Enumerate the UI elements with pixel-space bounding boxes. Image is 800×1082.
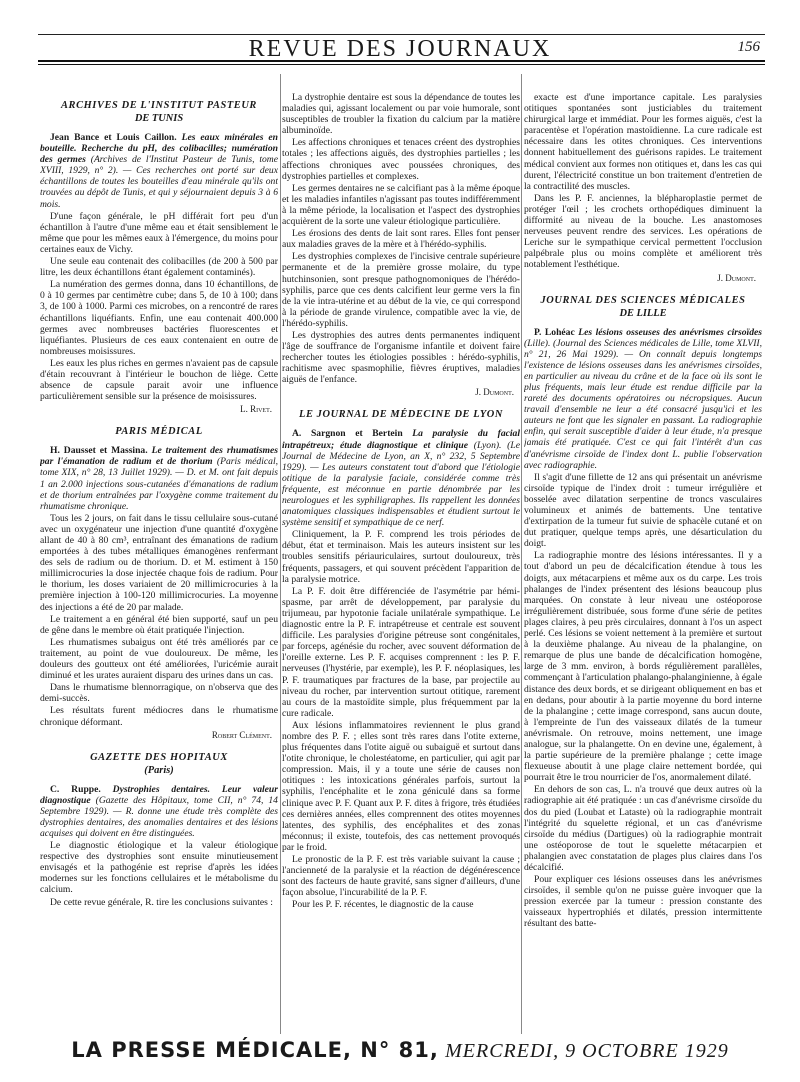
- paragraph: Une seule eau contenait des colibacilles (de 200 à 500 par litre, les deux échantillons étant également contaminés).: [40, 256, 278, 279]
- paragraph: La dystrophie dentaire est sous la dépendance de toutes les maladies qui, agissant localement ou par voie humorale, sont susceptibles de troubler la fixation du calcium par la matière albuminoïde.: [282, 92, 520, 137]
- paragraph: Pour expliquer ces lésions osseuses dans les anévrismes cirsoïdes, il semble qu'on ne puisse guère invoquer que la pression exercée par la tumeur : pression constante des vaisseaux hypertrophiés et dilatés, pression intermittente résultant des batte-: [524, 874, 762, 930]
- article-lead: [40, 132, 278, 210]
- article-authors: C. Ruppe.: [50, 783, 101, 795]
- section-title: PARIS MÉDICAL: [115, 426, 203, 438]
- header-title: REVUE DES JOURNAUX: [248, 36, 552, 62]
- paragraph: Dans les P. F. anciennes, la blépharoplastie permet de protéger l'œil ; les crochets orthopédiques diminuent la difformité au niveau de la bouche. Les anastomoses nerveuses peuvent rendre des services. Les opérations de Leriche sur le sympathique cervical permettent l'occlusion palpébrale plus ou moins complète et améliorent très notablement l'esthétique.: [524, 192, 762, 271]
- article-title: La paralysie du facial intrapétreux; étude diagnostique et clinique: [282, 428, 520, 451]
- header-rule-top: [38, 34, 765, 35]
- paragraph: Le diagnostic étiologique et la valeur étiologique respective des dystrophies sont ensuite minutieusement envisagés et la pathogénie est reprise d'après les idées modernes sur les fonctions cellulaires et le métabolisme du calcium.: [40, 840, 278, 896]
- section-subtitle: DE TUNIS: [134, 113, 184, 124]
- paragraph: Dans le rhumatisme blennorragique, on n'observa que des demi-succès.: [40, 682, 278, 705]
- footer: [0, 1038, 800, 1063]
- article-source: (Archives de l'Institut Pasteur de Tunis, tome XVIII, 1929, n° 2). — Ces recherches ont porté sur deux échantillons de toutes les bouteilles d'eau minérale qu'ils ont trouvées au dépôt de Tunis, et qui y séjournaient depuis 3 à 6 mois.: [40, 154, 278, 210]
- paragraph: Le traitement a en général été bien supporté, sauf un peu de gêne dans le membre où était pratiquée l'injection.: [40, 613, 278, 636]
- section-title: JOURNAL DES SCIENCES MÉDICALES: [540, 294, 746, 306]
- header-rule-bottom-thin: [38, 64, 765, 65]
- article-authors: H. Dausset et Massina.: [50, 445, 148, 457]
- paragraph: exacte est d'une importance capitale. Les paralysies otitiques spontanées sont justiciables du traitement chirurgical large et immédiat. Pour les formes aiguës, c'est la paracentèse et l'opération mastoïdienne. La cure radicale est nécessaire dans les otites chroniques. Ces interventions donnent habituellement des guérisons rapides. Le traitement médical convient aux formes non otitiques et, dans les cas qui durent, l'électricité constitue un bon traitement d'entretien de la contractilité des muscles.: [524, 92, 762, 192]
- author-signature: J. Dumont.: [475, 387, 514, 398]
- article-title: Les eaux minérales en bouteille. Recherche du pH, des colibacilles; numération des germes: [40, 132, 278, 166]
- paragraph: Les érosions des dents de lait sont rares. Elles font penser aux maladies graves de la mère et à l'hérédo-syphilis.: [282, 228, 520, 251]
- paragraph: Cliniquement, la P. F. comprend les trois périodes de début, état et terminaison. Mais les auteurs insistent sur les troubles sensitifs périauriculaires, surtout douloureux, très fréquents, passagers, et qui souvent précèdent l'apparition de la paralysie motrice.: [282, 529, 520, 585]
- author-signature: Robert Clément.: [211, 729, 272, 740]
- section-title: LE JOURNAL DE MÉDECINE DE LYON: [299, 409, 503, 421]
- article-title: Les lésions osseuses des anévrismes cirsoïdes: [578, 326, 762, 338]
- paragraph: En dehors de son cas, L. n'a trouvé que deux autres où la radiographie ait été pratiquée : un cas d'anévrisme cirsoïde du dos du pied (Loubat et Lataste) où la radiographie montrait l'intégrité du squelette régional, et un cas d'anévrisme cirsoïde du médius (Dartigues) où la radiographie montrait une ostéoporose de tout le squelette métacarpien et phalangien avec constatation de plages plus claires dans l'os décalcifié.: [524, 784, 762, 873]
- article-authors: P. Lohéac: [534, 326, 575, 338]
- column-divider: [521, 74, 522, 1034]
- paragraph: Les dystrophies complexes de l'incisive centrale supérieure permanente et de la première grosse molaire, du type hutchinsonien, sont presque pathognomoniques de l'hérédo-syphilis, parce que ces dents calcifient leur germe vers la fin de la vie intra-utérine et au début de la vie, ce qui correspond à la période de grande virulence, compatible avec la vie, de l'hérédo-syphilis.: [282, 251, 520, 329]
- column-divider: [280, 74, 281, 1034]
- article-source: (Lille). (Journal des Sciences médicales de Lille, tome XLVII, n° 21, 26 Mai 1929). — On connaît depuis longtemps l'existence de lésions osseuses dans les anévrismes cirsoïdes, en particulier au niveau du crâne et de la face où ils sont le plus fréquents, mais leur étude est rendue difficile par la rareté des documents opératoires ou nécropsiques. Aucun travail d'ensemble ne leur a été consacré jusqu'ici et les auteurs ne font que les signaler en passant. La radiographie enfin, qui serait susceptible d'aider à leur étude, n'a presque jamais été pratiquée. C'est ce qui fait l'intérêt d'un cas d'anévrisme cirsoïde de l'index dont L. publie l'observation avec radiographie.: [524, 337, 762, 471]
- article-source: (Gazette des Hôpitaux, tome CII, n° 74, 14 Septembre 1929). — R. donne une étude très complète des dystrophies dentaires, des anomalies dentaires et des lésions acquises qui doivent en être distinguées.: [40, 794, 278, 839]
- article-title: Le traitement des rhumatismes par l'émanation de radium et de thorium: [40, 445, 278, 468]
- article-lead: [40, 445, 278, 512]
- column-2: [282, 92, 520, 1042]
- article-lead: [40, 784, 278, 839]
- page-number: 156: [737, 39, 760, 55]
- section-title: ARCHIVES DE L'INSTITUT PASTEUR: [61, 100, 257, 111]
- article-title: Dystrophies dentaires. Leur valeur diagnostique: [40, 783, 278, 806]
- paragraph: Les résultats furent médiocres dans le rhumatisme chronique déformant.: [40, 705, 278, 728]
- article-source: (Paris médical, tome XIX, n° 28, 13 Juillet 1929). — D. et M. ont fait depuis 1 an 2.000 injections sous-cutanées d'émanations de radium et de thorium entraînées par l'oxygène comme traitement du rhumatisme chronique.: [40, 456, 278, 512]
- paragraph: D'une façon générale, le pH différait fort peu d'un échantillon à l'autre d'une même eau et était sensiblement le même que pour les mêmes eaux à l'émergence, du moins pour certaines eaux de Vichy.: [40, 210, 278, 255]
- paragraph: Les dystrophies des autres dents permanentes indiquent l'âge de souffrance de l'organisme infantile et doivent faire rechercher toutes les étiologies possibles : hérédo-syphilis, rachitisme avec spasmophilie, fièvres éruptives, maladies aiguës de l'enfance.: [282, 329, 520, 386]
- paragraph: La numération des germes donna, dans 10 échantillons, de 0 à 10 germes par centimètre cube; dans 5, de 10 à 100; dans 3, de 100 à 1000. Parmi ces microbes, on a rencontré de rares échantillons liquéfiants. Enfin, une eau contenait 400.000 germes avec nombreuses bactéries fluorescentes et liquéfiantes. Plusieurs de ces eaux contenaient en outre de nombreuses moisissures.: [40, 279, 278, 357]
- section-subtitle: DE LILLE: [619, 307, 667, 319]
- paragraph: Les rhumatismes subaigus ont été très améliorés par ce traitement, au point de vue douloureux. De même, les douleurs des goutteux ont été améliorées, l'uricémie aurait diminué et les urates auraient disparu des urines dans un cas.: [40, 636, 278, 682]
- column-3: [524, 92, 762, 1042]
- article-lead: [524, 327, 762, 471]
- paragraph: Pour les P. F. récentes, le diagnostic de la cause: [292, 899, 474, 911]
- paragraph: La radiographie montre des lésions intéressantes. Il y a tout d'abord un peu de décalcification étendue à tous les doigts, aux métacarpiens et même aux os du carpe. Les trois phalanges de l'index présentent des lésions beaucoup plus marquées. On constate à leur niveau une ostéoporose irrégulièrement distribuée, sous forme d'une série de petites plages claires, à peu près circulaires, donnant à l'os un aspect perlé. Ces lésions se voient nettement à la première et surtout à la deuxième phalange. Au niveau de la phalangine, on remarque de plus une bande de décalcification homogène, large de 3 mm. environ, à bords régulièrement parallèles, commençant à l'articulation phalango-phalanginienne, à égale distance des deux bords, et se dirigeant obliquement en bas et en dedans, pour aboutir à la partie moyenne du bord interne de la phalangine ; cette image correspond, sans aucun doute, à l'empreinte de l'un des vaisseaux dilatés de la tumeur anévrismale. On retrouve, moins nettement, une image analogue, sur la phalangette. On en devine une, également, à la partie supérieure de la première phalange ; cette image flexueuse aboutit à une plage claire nettement bordée, qui pourrait être le trou nourricier de l'os, anormalement dilaté.: [524, 550, 762, 784]
- section-subtitle: (Paris): [144, 764, 174, 776]
- article-authors: A. Sargnon et Bertein: [292, 428, 403, 440]
- paragraph: Les affections chroniques et tenaces créent des dystrophies totales ; les affections aiguës, des dystrophies partielles ; les affections chroniques avec poussées chroniques, des dystrophies partielles et complexes.: [282, 137, 520, 182]
- article-authors: Jean Bance et Louis Caillon.: [50, 132, 177, 143]
- paragraph: De cette revue générale, R. tire les conclusions suivantes :: [50, 896, 273, 908]
- author-signature: J. Dumont.: [717, 272, 756, 283]
- author-signature: L. Rivet.: [240, 404, 272, 415]
- footer-date: MERCREDI, 9 OCTOBRE 1929: [445, 1040, 729, 1062]
- paragraph: Aux lésions inflammatoires reviennent le plus grand nombre des P. F. ; elles sont très rares dans l'otite externe, plus fréquentes dans l'otite aiguë ou subaiguë et surtout dans l'otite chronique, le cholestéatome, en particulier, qui agit par compression. Mais, il y a toute une série de causes non otitiques : les intoxications générales parfois, surtout la syphilis, l'encéphalite et le zona géniculé dans sa forme clinique avec P. F. Quant aux P. F. dites à frigore, très étudiées ces dernières années, elles comprennent des otites moyennes latentes, des syphilis, des encéphalites et des zonas méconnus; il existe, toutefois, des cas nettement provoqués par le froid.: [282, 719, 520, 853]
- header-rule-bottom: [38, 60, 765, 62]
- article-lead: [282, 428, 520, 528]
- paragraph: La P. F. doit être différenciée de l'asymétrie par hémi-spasme, par arrêt de développement, par paralysie du trijumeau, par hypotonie faciale unilatérale sympathique. Le diagnostic entre la P. F. intrapétreuse et centrale est souvent difficile. Les paralysies d'origine pétreuse sont congénitales, par forceps, agénésie du rocher, avec souvent déformation de l'oreille externe. Les P. F. acquises comprennent : les P. F. nerveuses (l'hystérie, par exemple), les P. F. néoplasiques, les P. F. traumatiques par fractures de la base, par projectile au niveau du rocher, par intervention surtout otitique, rarement au cours de la mastoïdite simple, plus fréquemment par la cure radicale.: [282, 585, 520, 719]
- paragraph: Les eaux les plus riches en germes n'avaient pas de capsule d'étain recouvrant à l'intérieur le bouchon de liège. Cette absence de capsule parait avoir une influence particulièrement sensible sur la présence de moisissures.: [40, 357, 278, 403]
- column-1: [40, 92, 278, 1042]
- article-source: (Lyon). (Le Journal de Médecine de Lyon, an X, n° 232, 5 Septembre 1929). — Les auteurs constatent tout d'abord que l'étiologie otitique de la paralysie faciale, considérée comme très fréquente, est méconnue en partie dénombrée par les neurologues et les syphiligraphes. Ils rappellent les données anatomiques classiques indispensables et étudient surtout le système sensitif et sympathique de ce nerf.: [282, 439, 520, 529]
- footer-journal: LA PRESSE MÉDICALE, N° 81,: [71, 1038, 439, 1062]
- section-title: GAZETTE DES HOPITAUX: [90, 751, 228, 763]
- paragraph: Le pronostic de la P. F. est très variable suivant la cause ; l'ancienneté de la paralysie et la réaction de dégénérescence sont des facteurs de haute gravité, sans signer d'ailleurs, d'une façon absolue, l'incurabilité de la P. F.: [282, 854, 520, 899]
- paragraph: Tous les 2 jours, on fait dans le tissu cellulaire sous-cutané avec un oxygénateur une injection d'une quantité d'oxygène allant de 40 à 80 cm³, entraînant des émanations de radium emportées à des tubes métalliques émanogènes renfermant des sels de radium ou de thorium. D. et M. estiment à 150 millimicrocuries la dose injectée chaque fois de radium. Pour le thorium, les doses variaient de 20 millimicrocuries à la première injection à 100-120 millimicrocuries. La moyenne des injections a été de 20 par malade.: [40, 512, 278, 613]
- paragraph: Il s'agit d'une fillette de 12 ans qui présentait un anévrisme cirsoïde typique de l'index droit : tumeur irrégulière et bosselée avec dilatation serpentine de troncs vasculaires volumineux et animés de battements. Une tentative d'extirpation de la tumeur fut suivie de sphacèle cutané et on dut pratiquer, quelque temps après, une désarticulation du doigt.: [524, 471, 762, 550]
- paragraph: Les germes dentaires ne se calcifiant pas à la même époque et les maladies infantiles n'agissant pas toutes indifféremment à la même période, la localisation et l'aspect des dystrophies acquièrent de la sorte une valeur étiologique particulière.: [282, 182, 520, 228]
